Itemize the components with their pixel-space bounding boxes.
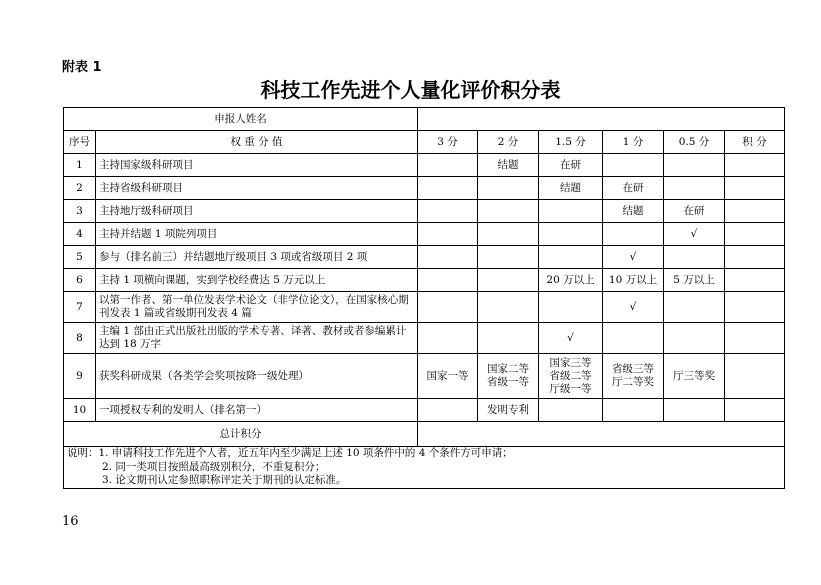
score-cell-s1 <box>603 223 664 246</box>
score-entry-cell[interactable] <box>725 223 785 246</box>
score-cell-s3 <box>418 223 478 246</box>
row-number: 9 <box>64 354 96 399</box>
score-entry-cell[interactable] <box>725 154 785 177</box>
score-cell-s3 <box>418 200 478 223</box>
table-row <box>64 323 785 354</box>
score-cell-s2 <box>478 246 539 269</box>
notes-row <box>64 447 785 489</box>
col-header-0-5: 0.5 分 <box>664 131 725 154</box>
score-cell-s1 <box>603 154 664 177</box>
attachment-label: 附表 1 <box>62 60 102 75</box>
row-description: 主持地厅级科研项目 <box>96 200 418 223</box>
score-cell-s2: 发明专利 <box>478 399 539 422</box>
page-number: 16 <box>62 514 79 529</box>
row-number: 3 <box>64 200 96 223</box>
score-cell-s1: 结题 <box>603 200 664 223</box>
score-cell-s2: 结题 <box>478 154 539 177</box>
score-cell-s1: 10 万以上 <box>603 269 664 292</box>
row-number: 8 <box>64 323 96 354</box>
table-row <box>64 177 785 200</box>
score-cell-s05 <box>664 177 725 200</box>
score-cell-s1 <box>603 399 664 422</box>
total-label: 总计积分 <box>64 422 418 447</box>
notes <box>64 447 785 489</box>
table-row <box>64 354 785 399</box>
score-entry-cell[interactable] <box>725 399 785 422</box>
table-row <box>64 246 785 269</box>
score-entry-cell[interactable] <box>725 246 785 269</box>
row-number: 10 <box>64 399 96 422</box>
score-cell-s3 <box>418 177 478 200</box>
table-row <box>64 154 785 177</box>
col-header-score: 积 分 <box>725 131 785 154</box>
score-cell-s3 <box>418 323 478 354</box>
col-header-1-5: 1.5 分 <box>539 131 603 154</box>
score-cell-s1: 在研 <box>603 177 664 200</box>
total-score-cell[interactable] <box>418 422 785 447</box>
row-description: 获奖科研成果（各类学会奖项按降一级处理） <box>96 354 418 399</box>
row-description: 主持国家级科研项目 <box>96 154 418 177</box>
page-title: 科技工作先进个人量化评价积分表 <box>260 78 561 102</box>
score-cell-s3 <box>418 399 478 422</box>
row-number: 5 <box>64 246 96 269</box>
applicant-row <box>64 108 785 131</box>
col-header-weight: 权 重 分 值 <box>96 131 418 154</box>
table-row <box>64 399 785 422</box>
score-cell-s15: 结题 <box>539 177 603 200</box>
row-number: 4 <box>64 223 96 246</box>
score-cell-s2 <box>478 200 539 223</box>
score-cell-s15 <box>539 399 603 422</box>
score-cell-s15 <box>539 246 603 269</box>
row-description: 参与（排名前三）并结题地厅级项目 3 项或省级项目 2 项 <box>96 246 418 269</box>
score-cell-s2 <box>478 292 539 323</box>
score-cell-s3: 国家一等 <box>418 354 478 399</box>
score-entry-cell[interactable] <box>725 269 785 292</box>
applicant-name-cell[interactable] <box>418 108 785 131</box>
note-line: 2. 同一类项目按照最高级别积分，不重复积分； <box>102 460 326 473</box>
row-description: 主持并结题 1 项院列项目 <box>96 223 418 246</box>
row-number: 2 <box>64 177 96 200</box>
row-description: 一项授权专利的发明人（排名第一） <box>96 399 418 422</box>
table-row <box>64 269 785 292</box>
table-row <box>64 223 785 246</box>
row-description: 以第一作者、第一单位发表学术论文（非学位论文），在国家核心期刊发表 1 篇或省级期刊发表 4 篇 <box>96 292 418 323</box>
col-header-3: 3 分 <box>418 131 478 154</box>
score-entry-cell[interactable] <box>725 177 785 200</box>
row-description: 主持 1 项横向课题，实到学校经费达 5 万元以上 <box>96 269 418 292</box>
row-number: 1 <box>64 154 96 177</box>
score-cell-s05 <box>664 292 725 323</box>
table-row <box>64 292 785 323</box>
applicant-label: 申报人姓名 <box>64 108 418 131</box>
row-number: 7 <box>64 292 96 323</box>
score-cell-s05 <box>664 246 725 269</box>
score-cell-s3 <box>418 246 478 269</box>
score-cell-s05 <box>664 323 725 354</box>
header-row <box>64 131 785 154</box>
score-cell-s05: 5 万以上 <box>664 269 725 292</box>
score-cell-s15 <box>539 292 603 323</box>
score-cell-s2 <box>478 269 539 292</box>
score-cell-s05 <box>664 154 725 177</box>
score-cell-s05 <box>664 399 725 422</box>
score-entry-cell[interactable] <box>725 200 785 223</box>
score-cell-s15: 国家三等 省级二等 厅级一等 <box>539 354 603 399</box>
score-entry-cell[interactable] <box>725 292 785 323</box>
row-description: 主编 1 部由正式出版社出版的学术专著、译著、教材或者参编累计达到 18 万字 <box>96 323 418 354</box>
score-cell-s2 <box>478 223 539 246</box>
score-cell-s15: 20 万以上 <box>539 269 603 292</box>
score-cell-s15 <box>539 223 603 246</box>
score-entry-cell[interactable] <box>725 323 785 354</box>
row-description: 主持省级科研项目 <box>96 177 418 200</box>
score-cell-s1 <box>603 323 664 354</box>
score-cell-s2 <box>478 323 539 354</box>
col-header-1: 1 分 <box>603 131 664 154</box>
score-cell-s2: 国家二等 省级一等 <box>478 354 539 399</box>
score-cell-s1: √ <box>603 292 664 323</box>
score-table <box>63 107 785 489</box>
score-cell-s3 <box>418 269 478 292</box>
total-row <box>64 422 785 447</box>
score-cell-s1: 省级三等 厅二等奖 <box>603 354 664 399</box>
score-cell-s3 <box>418 154 478 177</box>
score-cell-s15: √ <box>539 323 603 354</box>
note-line: 说明：1. 申请科技工作先进个人者，近五年内至少满足上述 10 项条件中的 4 个条件方可申请； <box>67 447 513 459</box>
table-row <box>64 200 785 223</box>
score-cell-s05: 厅三等奖 <box>664 354 725 399</box>
note-line: 3. 论文期刊认定参照职称评定关于期刊的认定标准。 <box>102 474 347 486</box>
col-header-no: 序号 <box>64 131 96 154</box>
score-cell-s2 <box>478 177 539 200</box>
score-cell-s3 <box>418 292 478 323</box>
score-cell-s05: 在研 <box>664 200 725 223</box>
score-entry-cell[interactable] <box>725 354 785 399</box>
score-cell-s05: √ <box>664 223 725 246</box>
row-number: 6 <box>64 269 96 292</box>
score-cell-s1: √ <box>603 246 664 269</box>
col-header-2: 2 分 <box>478 131 539 154</box>
score-cell-s15: 在研 <box>539 154 603 177</box>
score-cell-s15 <box>539 200 603 223</box>
